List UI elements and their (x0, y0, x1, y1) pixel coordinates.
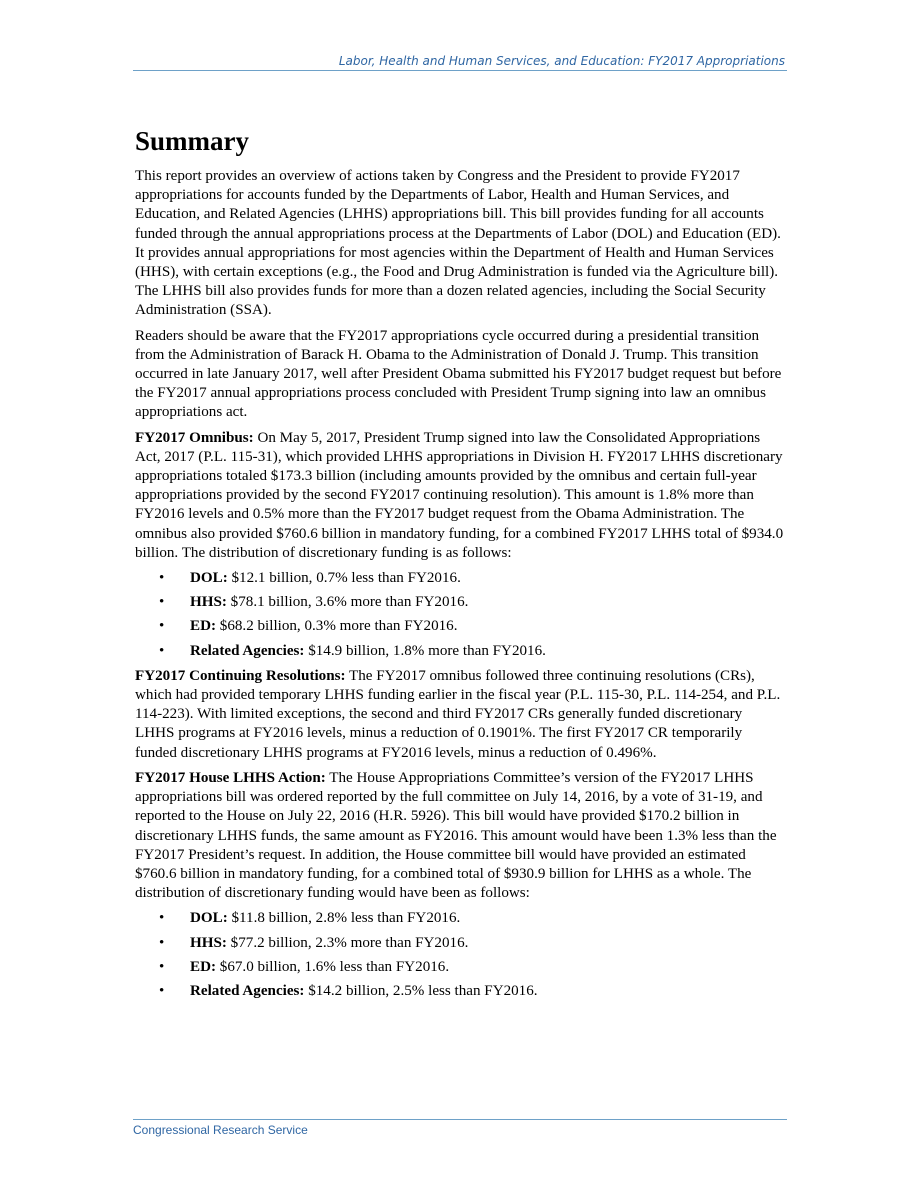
bullet-icon: • (159, 910, 165, 927)
page-footer (133, 1119, 787, 1137)
omnibus-paragraph (135, 429, 785, 563)
list-item-label: ED: (190, 958, 216, 975)
continuing-resolutions-label: FY2017 Continuing Resolutions: (135, 667, 346, 684)
list-item-text: $14.2 billion, 2.5% less than FY2016. (304, 982, 538, 999)
page-title: Summary (135, 126, 249, 156)
bullet-icon: • (159, 594, 165, 611)
summary-section (135, 124, 785, 1007)
list-item-text: $14.9 billion, 1.8% more than FY2016. (304, 642, 546, 659)
list-item-text: $68.2 billion, 0.3% more than FY2016. (216, 618, 458, 635)
bullet-icon: • (159, 934, 165, 951)
bullet-icon: • (159, 958, 165, 975)
intro-paragraph-1: This report provides an overview of actions taken by Congress and the President to provide FY2017 appropriations for accounts funded by the Departments of Labor, Health and Human Services, and Education, and Related Agencies (LHHS) appropriations bill. This bill provides funding for all accounts funded through the annual appropriations process at the Departments of Labor (DOL) and Education (ED). It provides annual appropriations for most agencies within the Department of Health and Human Services (HHS), with certain exceptions (e.g., the Food and Drug Administration is funded via the Agriculture bill). The LHHS bill also provides funds for more than a dozen related agencies, including the Social Security Administration (SSA). (135, 168, 781, 319)
house-action-paragraph (135, 769, 785, 903)
list-item-text: $67.0 billion, 1.6% less than FY2016. (216, 958, 450, 975)
omnibus-distribution-list (135, 569, 785, 661)
list-item-label: Related Agencies: (190, 642, 305, 659)
bullet-icon: • (159, 570, 165, 587)
list-item (135, 569, 785, 588)
running-title: Labor, Health and Human Services, and Education: FY2017 Appropriations (338, 54, 785, 68)
omnibus-text: On May 5, 2017, President Trump signed into law the Consolidated Appropriations Act, 2017 (P.L. 115-31), which provided LHHS appropriations in Division H. FY2017 LHHS discretionary appropriations totaled $173.3 billion (including amounts provided by the omnibus and certain full-year appropriations provided by the second FY2017 continuing resolution). This amount is 1.8% more than FY2016 levels and 0.5% more than the FY2017 budget request from the Obama Administration. The omnibus also provided $760.6 billion in mandatory funding, for a combined FY2017 LHHS total of $934.0 billion. The distribution of discretionary funding is as follows: (135, 429, 784, 561)
list-item (135, 982, 785, 1001)
omnibus-label: FY2017 Omnibus: (135, 429, 254, 446)
list-item-label: ED: (190, 618, 216, 635)
list-item (135, 642, 785, 661)
running-header (133, 52, 787, 71)
list-item-label: DOL: (190, 910, 228, 927)
list-item-label: HHS: (190, 594, 227, 611)
list-item (135, 958, 785, 977)
list-item-text: $78.1 billion, 3.6% more than FY2016. (226, 594, 469, 611)
list-item-label: DOL: (190, 570, 228, 587)
list-item-label: Related Agencies: (190, 982, 305, 999)
list-item (135, 934, 785, 953)
continuing-resolutions-text: The FY2017 omnibus followed three continuing resolutions (CRs), which had provided temporary LHHS funding earlier in the fiscal year (P.L. 115-30, P.L. 114-254, and P.L. 114-223). With limited exceptions, the second and third FY2017 CRs generally funded discretionary LHHS programs at FY2016 levels, minus a reduction of 0.1901%. The first FY2017 CR temporarily funded discretionary LHHS programs at FY2016 levels, minus a reduction of 0.496%. (135, 667, 781, 761)
list-item-text: $12.1 billion, 0.7% less than FY2016. (227, 570, 461, 587)
list-item (135, 593, 785, 612)
continuing-resolutions-paragraph (135, 667, 785, 763)
list-item (135, 909, 785, 928)
intro-paragraph-2: Readers should be aware that the FY2017 appropriations cycle occurred during a presidential transition from the Administration of Barack H. Obama to the Administration of Donald J. Trump. This transition occurred in late January 2017, well after President Obama submitted his FY2017 budget request but before the FY2017 annual appropriations process concluded with President Trump signing into law an omnibus appropriations act. (135, 327, 782, 421)
house-action-label: FY2017 House LHHS Action: (135, 769, 326, 786)
footer-publisher: Congressional Research Service (133, 1123, 308, 1137)
list-item-text: $77.2 billion, 2.3% more than FY2016. (226, 934, 469, 951)
house-action-text: The House Appropriations Committee’s version of the FY2017 LHHS appropriations bill was ordered reported by the full committee on July 14, 2016, by a vote of 31-19, and reported to the House on July 22, 2016 (H.R. 5926). This bill would have provided $170.2 billion in discretionary LHHS funds, the same amount as FY2016. This amount would have been 1.3% less than the FY2017 President’s request. In addition, the House committee bill would have provided an estimated $760.6 billion in mandatory funding, for a combined total of $930.9 billion for LHHS as a whole. The distribution of discretionary funding would have been as follows: (135, 769, 777, 902)
list-item-text: $11.8 billion, 2.8% less than FY2016. (227, 910, 461, 927)
bullet-icon: • (159, 982, 165, 999)
list-item (135, 617, 785, 636)
list-item-label: HHS: (190, 934, 227, 951)
bullet-icon: • (159, 618, 165, 635)
house-distribution-list (135, 909, 785, 1001)
bullet-icon: • (159, 642, 165, 659)
